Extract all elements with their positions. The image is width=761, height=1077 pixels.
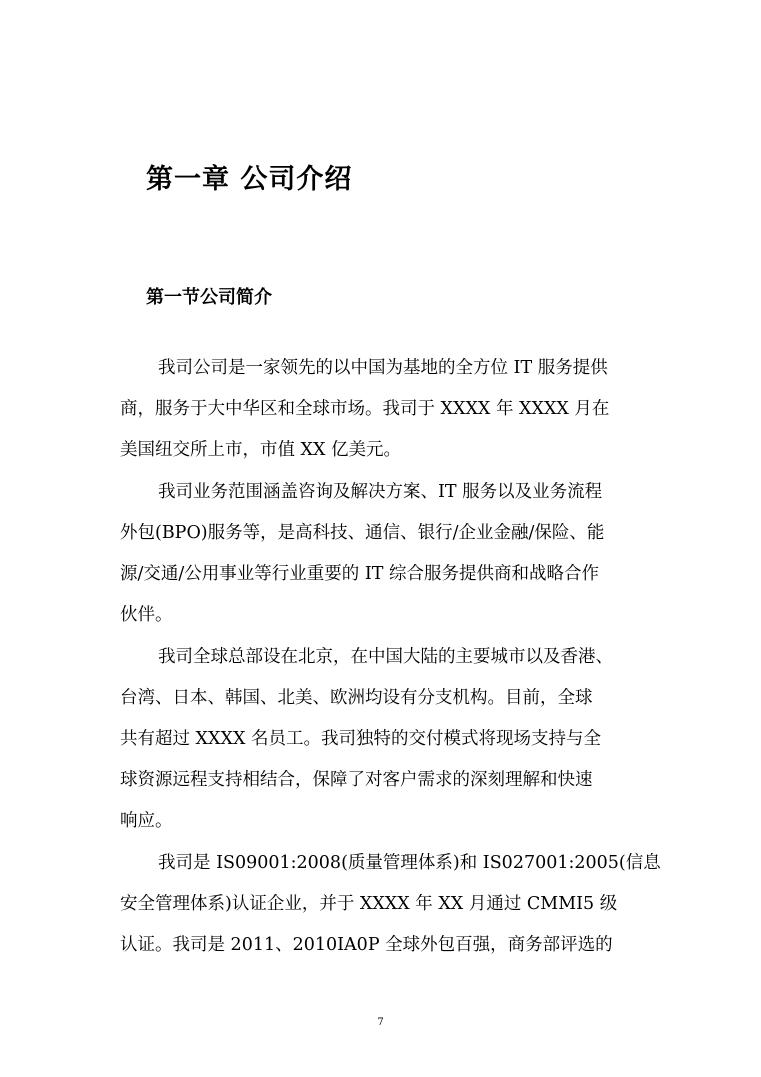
paragraph-line: 球资源远程支持相结合，保障了对客户需求的深刻理解和快速 (120, 770, 593, 790)
paragraph-line: 共有超过 XXXX 名员工。我司独特的交付模式将现场支持与全 (120, 729, 601, 749)
paragraph-line: 外包(BPO)服务等，是高科技、通信、银行/企业金融/保险、能 (120, 523, 605, 543)
paragraph-line: 认证。我司是 2011、2010IA0P 全球外包百强，商务部评选的 (120, 935, 613, 955)
paragraph-line: 商，服务于大中华区和全球市场。我司于 XXXX 年 XXXX 月在 (120, 399, 610, 419)
paragraph-line: 美国纽交所上市，市值 XX 亿美元。 (120, 440, 402, 460)
page-number: 7 (377, 1017, 384, 1028)
paragraph-line: 我司公司是一家领先的以中国为基地的全方位 IT 服务提供 (158, 358, 608, 378)
paragraph-line: 响应。 (120, 811, 173, 831)
paragraph-line: 我司全球总部设在北京，在中国大陆的主要城市以及香港、 (158, 647, 613, 667)
paragraph-line: 源/交通/公用事业等行业重要的 IT 综合服务提供商和战略合作 (120, 564, 600, 584)
section-title: 第一节公司简介 (146, 287, 272, 308)
paragraph-line: 安全管理体系)认证企业，并于 XXXX 年 XX 月通过 CMMI5 级 (120, 894, 618, 914)
paragraph-line: 台湾、日本、韩国、北美、欧洲均设有分支机构。目前，全球 (120, 688, 593, 708)
chapter-title: 第一章 公司介绍 (146, 164, 353, 195)
paragraph-line: 我司是 IS09001:2008(质量管理体系)和 IS027001:2005(信息 (158, 853, 661, 873)
paragraph-line: 我司业务范围涵盖咨询及解决方案、IT 服务以及业务流程 (158, 482, 603, 502)
paragraph-line: 伙伴。 (120, 605, 173, 625)
